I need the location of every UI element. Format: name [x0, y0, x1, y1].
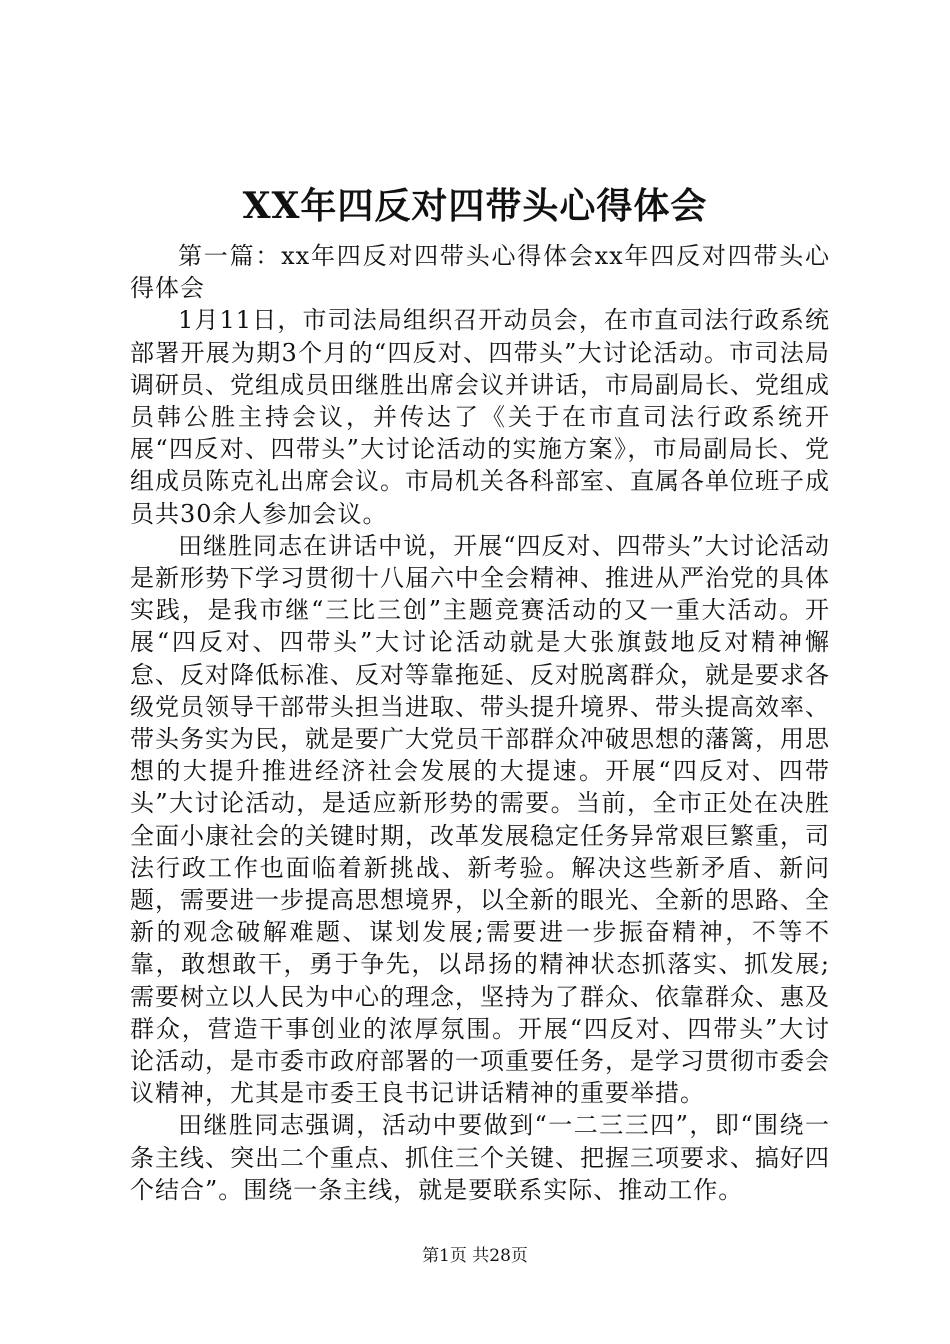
document-title: XX年四反对四带头心得体会 — [242, 185, 708, 227]
page-number-footer: 第1页 共28页 — [422, 1246, 528, 1266]
body-paragraph-1: 第一篇：xx年四反对四带头心得体会xx年四反对四带头心得体会 — [130, 242, 830, 303]
body-paragraph-3: 田继胜同志在讲话中说，开展“四反对、四带头”大讨论活动是新形势下学习贯彻十八届六中全会精神、推进从严治党的具体实践，是我市继“三比三创”主题竞赛活动的又一重大活动。开展“四反对、四带头”大讨论活动就是大张旗鼓地反对精神懈怠、反对降低标准、反对等靠拖延、反对脱离群众，就是要求各级党员领导干部带头担当进取、带头提升境界、带头提高效率、带头务实为民，就是要广大党员干部群众冲破思想的藩篱，用思想的大提升推进经济社会发展的大提速。开展“四反对、四带头”大讨论活动，是适应新形势的需要。当前，全市正处在决胜全面小康社会的关键时期，改革发展稳定任务异常艰巨繁重，司法行政工作也面临着新挑战、新考验。解决这些新矛盾、新问题，需要进一步提高思想境界，以全新的眼光、全新的思路、全新的观念破解难题、谋划发展;需要进一步振奋精神，不等不靠，敢想敢干，勇于争先，以昂扬的精神状态抓落实、抓发展;需要树立以人民为中心的理念，坚持为了群众、依靠群众、惠及群众，营造干事创业的浓厚氛围。开展“四反对、四带头”大讨论活动，是市委市政府部署的一项重要任务，是学习贯彻市委会议精神，尤其是市委王良书记讲话精神的重要举措。 — [130, 531, 830, 1108]
document-body — [130, 240, 830, 1206]
body-paragraph-2: 1月11日，市司法局组织召开动员会，在市直司法行政系统部署开展为期3个月的“四反对、四带头”大讨论活动。市司法局调研员、党组成员田继胜出席会议并讲话，市局副局长、党组成员韩公胜主持会议，并传达了《关于在市直司法行政系统开展“四反对、四带头”大讨论活动的实施方案》，市局副局长、党组成员陈克礼出席会议。市局机关各科部室、直属各单位班子成员共30余人参加会议。 — [130, 306, 830, 528]
body-paragraph-4: 田继胜同志强调，活动中要做到“一二三三四”，即“围绕一条主线、突出二个重点、抓住三个关键、把握三项要求、搞好四个结合”。围绕一条主线，就是要联系实际、推动工作。 — [130, 1111, 830, 1204]
